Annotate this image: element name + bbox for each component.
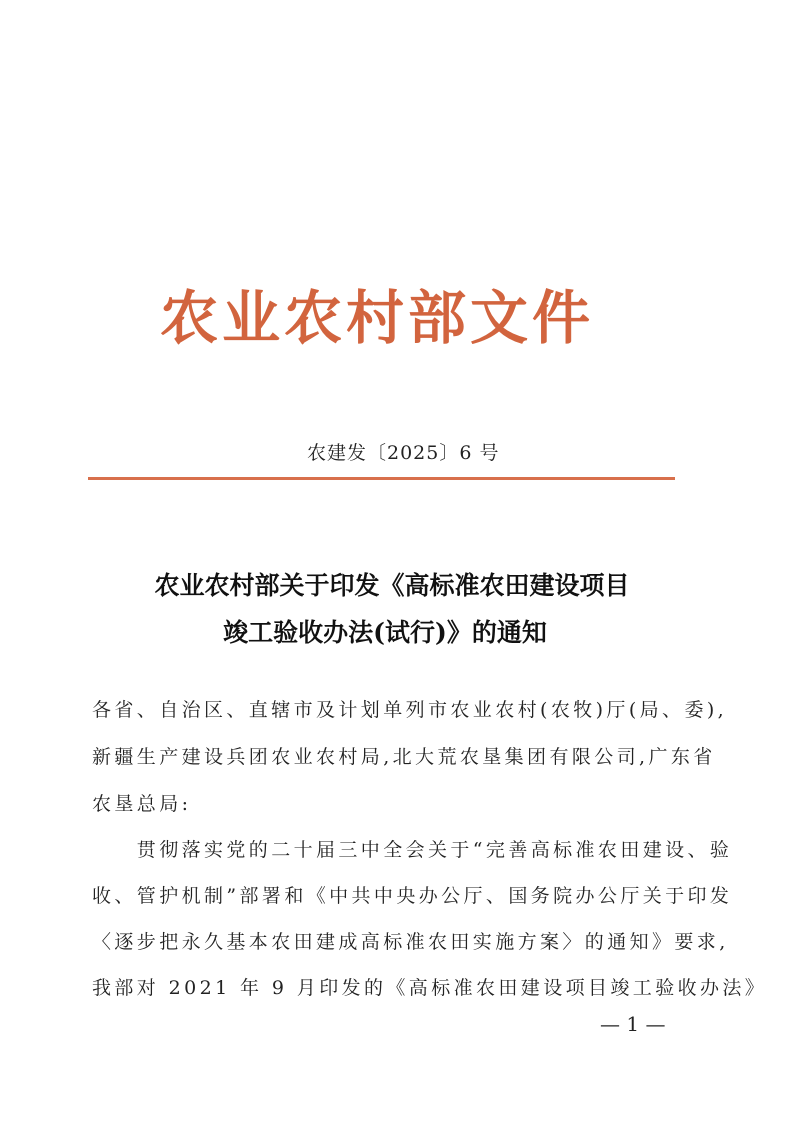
paragraph-line-3: 〈逐步把永久基本农田建成高标准农田实施方案〉的通知》要求, [92, 931, 729, 953]
paragraph-line-1: 贯彻落实党的二十届三中全会关于“完善高标准农田建设、验 [92, 839, 733, 861]
notice-title-line-2: 竣工验收办法(试行)》的通知 [223, 618, 547, 647]
paragraph-line-4: 我部对 2021 年 9 月印发的《高标准农田建设项目竣工验收办法》 [92, 977, 768, 999]
document-header-title: 农业农村部文件 [160, 284, 595, 352]
document-number: 农建发〔2025〕6 号 [307, 442, 500, 464]
page-number: — 1 — [600, 1012, 666, 1036]
paragraph-line-2: 收、管护机制”部署和《中共中央办公厅、国务院办公厅关于印发 [92, 885, 733, 907]
addressee-line-2: 新疆生产建设兵团农业农村局,北大荒农垦集团有限公司,广东省 [92, 746, 716, 768]
addressee-line-1: 各省、自治区、直辖市及计划单列市农业农村(农牧)厅(局、委), [92, 699, 728, 721]
addressee-line-3: 农垦总局: [92, 793, 192, 815]
notice-title-line-1: 农业农村部关于印发《高标准农田建设项目 [154, 571, 630, 600]
header-divider [88, 477, 675, 480]
